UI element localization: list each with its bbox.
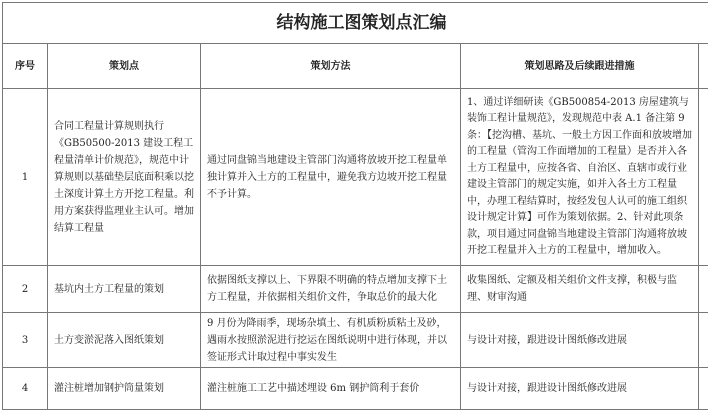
row-follow: 与设计对接，跟进设计图纸修改进展 [461, 313, 699, 368]
row-method: 依据图纸支撑以上、下界限不明确的特点增加支撑下土方工程量，并依据相关组价文件，争取总价的最大化 [201, 266, 461, 313]
table-row [3, 89, 708, 266]
row-extra [699, 313, 708, 368]
row-point: 基坑内土方工程量的策划 [48, 266, 201, 313]
header-method: 策划方法 [201, 44, 461, 89]
header-follow: 策划思路及后续跟进措施 [461, 44, 699, 89]
planning-table [2, 2, 708, 410]
row-extra [699, 266, 708, 313]
table-row [3, 266, 708, 313]
row-method: 灌注桩施工工艺中描述埋设 6m 钢护筒利于套价 [201, 368, 461, 410]
header-extra [699, 44, 708, 89]
row-follow: 收集图纸、定额及相关组价文件支撑，积极与监理、财审沟通 [461, 266, 699, 313]
row-method: 9 月份为降雨季，现场杂填土、有机质粉质粘土及砂，遇雨水按照淤泥进行挖运在图纸说明中进行体现，并以签证形式计取过程中事实发生 [201, 313, 461, 368]
table-row [3, 313, 708, 368]
row-follow: 1、通过详细研读《GB500854-2013 房屋建筑与装饰工程计量规范》，发现规范中表 A.1 备注第 9 条：【挖沟槽、基坑、一般土方因工作面和放坡增加的工程量（管沟工作面增加的工程量）是否并入各土方工程量中，应按各省、自治区、直辖市或行业建设主管部门的规定实施，如并入各土方工程量中，办理工程结算时，按经发包人认可的施工组织设计规定计算】可作为策划依据。2、针对此项条款，项目通过同盘锦当地建设主管部门沟通将放坡开挖工程量并入土方的工程量中，增加收入。 [461, 89, 699, 266]
row-point: 土方变淤泥落入图纸策划 [48, 313, 201, 368]
table-row [3, 368, 708, 410]
row-no: 3 [3, 313, 48, 368]
row-extra [699, 89, 708, 266]
header-no: 序号 [3, 44, 48, 89]
header-point: 策划点 [48, 44, 201, 89]
row-method: 通过同盘锦当地建设主管部门沟通将放坡开挖工程量单独计算并入土方的工程量中，避免我方边坡开挖工程量不予计算。 [201, 89, 461, 266]
header-row [3, 44, 708, 89]
row-extra [699, 368, 708, 410]
row-no: 1 [3, 89, 48, 266]
table-title: 结构施工图策划点汇编 [3, 3, 708, 44]
row-follow: 与设计对接，跟进设计图纸修改进展 [461, 368, 699, 410]
row-point: 灌注桩增加钢护筒量策划 [48, 368, 201, 410]
row-no: 4 [3, 368, 48, 410]
row-point: 合同工程量计算规则执行《GB50500-2013 建设工程工程量清单计价规范》，规范中计算规则以基础垫层底面积乘以挖土深度计算土方开挖工程量。利用方案获得监理业主认可。增加结算工程量 [48, 89, 201, 266]
row-no: 2 [3, 266, 48, 313]
